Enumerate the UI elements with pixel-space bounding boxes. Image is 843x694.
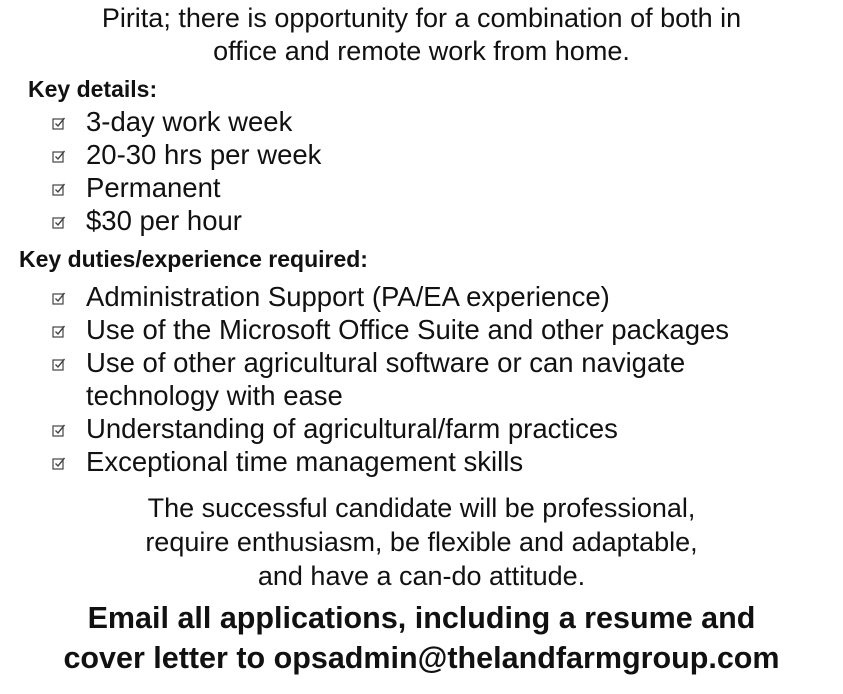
closing-line-2: require enthusiasm, be flexible and adaptable, (145, 527, 698, 557)
list-item-text: Understanding of agricultural/farm practices (86, 413, 618, 444)
list-item-text: 3-day work week (86, 106, 293, 137)
key-details-list (52, 105, 321, 237)
closing-line-3: and have a can-do attitude. (257, 561, 586, 591)
list-item (52, 346, 822, 412)
list-item (52, 412, 822, 445)
list-item-text: Administration Support (PA/EA experience) (86, 281, 610, 312)
list-item (52, 171, 321, 204)
list-item-text: Use of other agricultural software or can navigate technology with ease (86, 347, 686, 411)
intro-paragraph (0, 2, 843, 68)
list-item (52, 313, 822, 346)
list-item (52, 138, 321, 171)
list-item-text: Use of the Microsoft Office Suite and other packages (86, 314, 730, 345)
cta-line-2: cover letter to opsadmin@thelandfarmgroup.com (63, 641, 780, 675)
checkbox-icon (52, 182, 66, 196)
list-item-text: 20-30 hrs per week (86, 139, 322, 170)
cta-line-1: Email all applications, including a resume and (87, 601, 756, 635)
list-item-text: Permanent (86, 172, 221, 203)
checkbox-icon (52, 116, 66, 130)
closing-line-1: The successful candidate will be professional, (147, 493, 696, 523)
key-details-heading: Key details: (28, 76, 158, 102)
checkbox-icon (52, 149, 66, 163)
key-duties-list (52, 280, 822, 478)
key-duties-heading: Key duties/experience required: (19, 246, 368, 272)
closing-paragraph (0, 491, 843, 593)
checkbox-icon (52, 423, 66, 437)
checkbox-icon (52, 291, 66, 305)
checkbox-icon (52, 215, 66, 229)
list-item (52, 105, 321, 138)
checkbox-icon (52, 456, 66, 470)
list-item (52, 204, 321, 237)
list-item-text: $30 per hour (86, 205, 242, 236)
checkbox-icon (52, 324, 66, 338)
list-item (52, 445, 822, 478)
list-item (52, 280, 822, 313)
list-item-text: Exceptional time management skills (86, 446, 524, 477)
intro-line-1: Pirita; there is opportunity for a combination of both in (101, 3, 742, 33)
intro-line-2: office and remote work from home. (213, 36, 630, 66)
application-instructions (0, 598, 843, 678)
checkbox-icon (52, 357, 66, 371)
